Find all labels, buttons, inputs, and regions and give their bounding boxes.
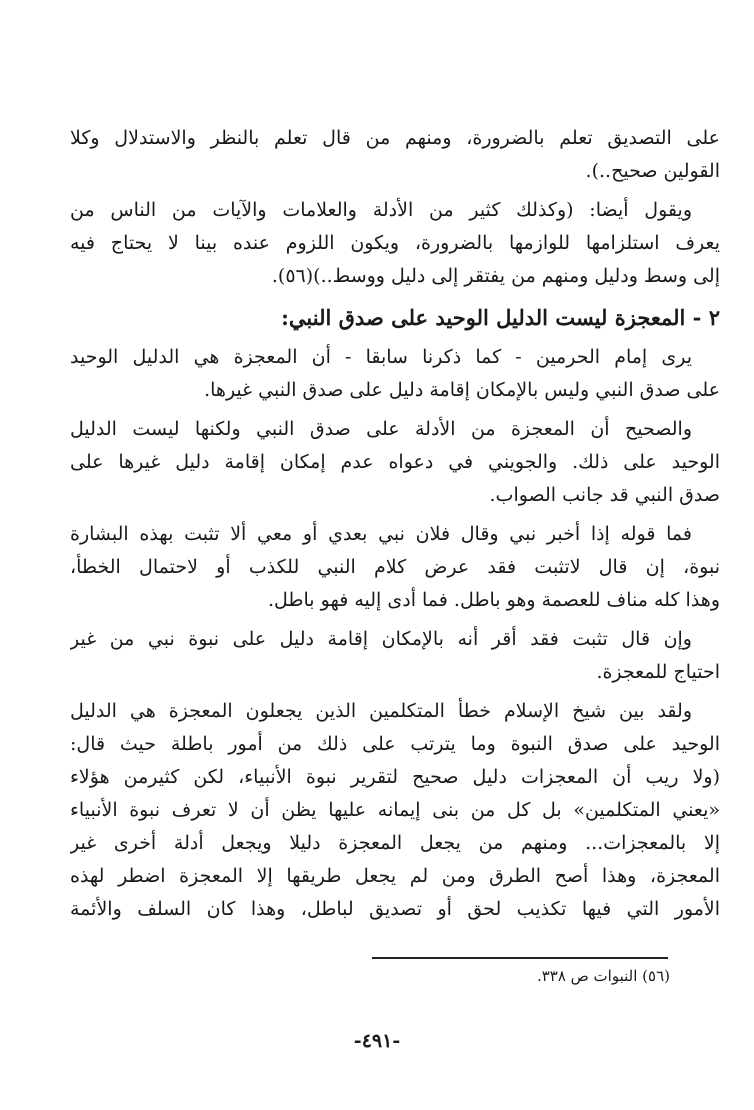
text-line: صدق النبي قد جانب الصواب. (489, 484, 720, 506)
text-line: وهذا كله مناف للعصمة وهو باطل. فما أدى إليه فهو باطل. (267, 589, 720, 611)
text-line: الأمور التي فيها تكذيب لحق أو تصديق لباطل، وهذا كان السلف والأئمة (70, 898, 720, 920)
text-line: الوحيد على ذلك. والجويني في دعواه عدم إمكان إقامة دليل غيرها على (70, 451, 720, 473)
paragraph-7 (70, 695, 720, 926)
text-line: إلى وسط ودليل ومنهم من يفتقر إلى دليل ووسط..)(٥٦). (271, 265, 720, 287)
text-line: ويقول أيضا: (وكذلك كثير من الأدلة والعلامات والآيات من الناس من (70, 199, 692, 221)
paragraph-2 (70, 194, 720, 293)
text-line: الوحيد على صدق النبوة وما يترتب على ذلك من أمور باطلة حيث قال: (70, 733, 720, 755)
text-line: يعرف استلزامها للوازمها بالضرورة، ويكون اللزوم عنده بينا لا يحتاج فيه (70, 232, 720, 254)
text-line: إلا بالمعجزات... ومنهم من يجعل المعجزة دليلا ويجعل أدلة أخرى غير (70, 832, 720, 854)
text-line: القولين صحيح..). (585, 160, 720, 182)
paragraph-3 (70, 341, 720, 407)
text-line: «يعني المتكلمين» بل كل من بنى إيمانه عليها يظن أن لا تعرف نبوة الأنبياء (70, 799, 720, 821)
paragraph-4 (70, 413, 720, 512)
footnote: (٥٦) النبوات ص ٣٣٨. (536, 967, 670, 985)
text-line: نبوة، إن قال لاتثبت فقد عرض كلام النبي للكذب أو لاحتمال الخطأ، (70, 556, 720, 578)
text-line: المعجزة، وهذا أصح الطرق ومن لم يجعل طريقها إلا المعجزة اضطر لهذه (70, 865, 720, 887)
text-line: يرى إمام الحرمين - كما ذكرنا سابقا - أن المعجزة هي الدليل الوحيد (70, 346, 692, 368)
paragraph-6 (70, 623, 720, 689)
text-line: احتياج للمعجزة. (596, 661, 720, 683)
text-line: على صدق النبي وليس بالإمكان إقامة دليل على صدق النبي غيرها. (204, 379, 720, 401)
page-body (70, 122, 720, 932)
text-line: فما قوله إذا أخبر نبي وقال فلان نبي بعدي أو معي ألا تثبت بهذه البشارة (70, 523, 692, 545)
text-line: والصحيح أن المعجزة من الأدلة على صدق النبي ولكنها ليست الدليل (70, 418, 692, 440)
section-heading: ٢ - المعجزة ليست الدليل الوحيد على صدق النبي: (281, 305, 720, 330)
footnote-separator (372, 957, 668, 959)
text-line: ولقد بين شيخ الإسلام خطأ المتكلمين الذين يجعلون المعجزة هي الدليل (70, 700, 692, 722)
page-number: -٤٩١- (353, 1030, 401, 1052)
text-line: على التصديق تعلم بالضرورة، ومنهم من قال تعلم بالنظر والاستدلال وكلا (70, 127, 720, 149)
text-line: (ولا ريب أن المعجزات دليل صحيح لتقرير نبوة الأنبياء، لكن كثيرمن هؤلاء (70, 766, 720, 788)
paragraph-5 (70, 518, 720, 617)
text-line: وإن قال تثبت فقد أقر أنه بالإمكان إقامة دليل على نبوة نبي من غير (70, 628, 692, 650)
paragraph-1 (70, 122, 720, 188)
